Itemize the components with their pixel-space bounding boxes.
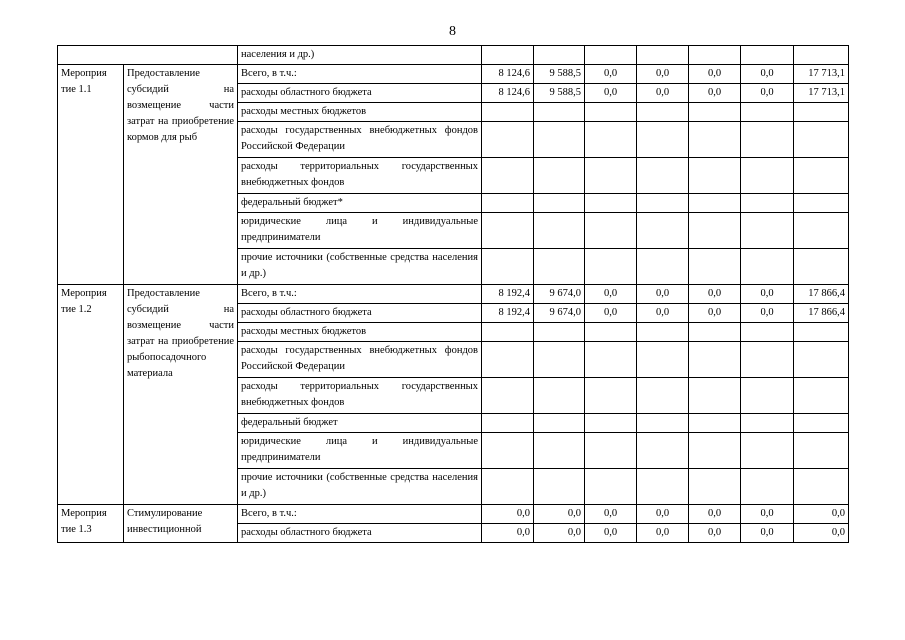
value-cell: [741, 122, 794, 158]
value-cell: [585, 469, 637, 505]
value-cell: [741, 249, 794, 285]
value-cell: [637, 122, 689, 158]
value-cell: [689, 249, 741, 285]
value-cell: [585, 103, 637, 122]
source-cell: расходы областного бюджета: [238, 84, 482, 103]
value-cell: 0,0: [741, 505, 794, 524]
value-cell: [637, 46, 689, 65]
value-cell: [482, 158, 534, 194]
value-cell: [585, 122, 637, 158]
source-cell: расходы областного бюджета: [238, 524, 482, 543]
value-cell: [741, 414, 794, 433]
value-cell: [482, 378, 534, 414]
empty-cell: [58, 46, 238, 65]
table-row: [58, 65, 849, 84]
value-cell: 0,0: [585, 65, 637, 84]
value-cell: [794, 122, 849, 158]
value-cell: [689, 414, 741, 433]
value-cell: [534, 194, 585, 213]
value-cell: [794, 323, 849, 342]
value-cell: 9 588,5: [534, 65, 585, 84]
value-cell: [482, 122, 534, 158]
activity-name: Предоставление субсидий на возмещение части затрат на приобретение кормов для рыб: [124, 65, 238, 285]
activity-code: Мероприя тие 1.2: [58, 285, 124, 505]
value-cell: [689, 469, 741, 505]
value-cell: 0,0: [482, 524, 534, 543]
table-row: [58, 46, 849, 65]
activity-name: Стимулирование инвестиционной: [124, 505, 238, 543]
value-cell: [689, 323, 741, 342]
page-number: 8: [449, 24, 456, 39]
activity-code: Мероприя тие 1.3: [58, 505, 124, 543]
source-cell: Всего, в т.ч.:: [238, 65, 482, 84]
source-cell: расходы государственных внебюджетных фондов Российской Федерации: [238, 122, 482, 158]
value-cell: 17 866,4: [794, 285, 849, 304]
value-cell: [794, 46, 849, 65]
source-cell: расходы территориальных государственных внебюджетных фондов: [238, 158, 482, 194]
value-cell: [534, 414, 585, 433]
source-cell: расходы территориальных государственных внебюджетных фондов: [238, 378, 482, 414]
value-cell: [741, 378, 794, 414]
value-cell: [637, 469, 689, 505]
value-cell: [689, 103, 741, 122]
value-cell: 0,0: [741, 65, 794, 84]
value-cell: [637, 249, 689, 285]
value-cell: 8 192,4: [482, 304, 534, 323]
value-cell: 9 588,5: [534, 84, 585, 103]
value-cell: [482, 342, 534, 378]
value-cell: 0,0: [637, 65, 689, 84]
source-cell: Всего, в т.ч.:: [238, 285, 482, 304]
value-cell: 0,0: [637, 285, 689, 304]
value-cell: [794, 158, 849, 194]
value-cell: [637, 213, 689, 249]
value-cell: 9 674,0: [534, 285, 585, 304]
value-cell: 8 124,6: [482, 65, 534, 84]
value-cell: 0,0: [689, 285, 741, 304]
value-cell: [794, 249, 849, 285]
value-cell: [482, 433, 534, 469]
value-cell: [637, 194, 689, 213]
value-cell: [741, 46, 794, 65]
value-cell: 0,0: [637, 524, 689, 543]
value-cell: [585, 158, 637, 194]
value-cell: 0,0: [794, 505, 849, 524]
value-cell: [534, 122, 585, 158]
value-cell: 0,0: [585, 304, 637, 323]
value-cell: [741, 103, 794, 122]
value-cell: [741, 469, 794, 505]
value-cell: [741, 433, 794, 469]
value-cell: 0,0: [689, 304, 741, 323]
value-cell: 0,0: [585, 285, 637, 304]
value-cell: [741, 194, 794, 213]
value-cell: [585, 342, 637, 378]
value-cell: [741, 323, 794, 342]
value-cell: [534, 469, 585, 505]
source-cell: юридические лица и индивидуальные предприниматели: [238, 433, 482, 469]
value-cell: [637, 158, 689, 194]
value-cell: 0,0: [741, 304, 794, 323]
value-cell: [585, 46, 637, 65]
value-cell: [794, 433, 849, 469]
value-cell: [534, 249, 585, 285]
value-cell: 17 713,1: [794, 84, 849, 103]
value-cell: [689, 213, 741, 249]
value-cell: 0,0: [637, 84, 689, 103]
value-cell: [741, 213, 794, 249]
value-cell: [689, 46, 741, 65]
value-cell: 0,0: [585, 505, 637, 524]
value-cell: 0,0: [482, 505, 534, 524]
value-cell: [637, 433, 689, 469]
value-cell: 8 192,4: [482, 285, 534, 304]
value-cell: [482, 249, 534, 285]
value-cell: 0,0: [585, 524, 637, 543]
value-cell: [741, 342, 794, 378]
value-cell: [482, 194, 534, 213]
value-cell: [534, 378, 585, 414]
value-cell: 0,0: [637, 304, 689, 323]
value-cell: [585, 249, 637, 285]
value-cell: [534, 46, 585, 65]
value-cell: 0,0: [689, 505, 741, 524]
value-cell: 9 674,0: [534, 304, 585, 323]
value-cell: [585, 213, 637, 249]
value-cell: 8 124,6: [482, 84, 534, 103]
value-cell: [585, 323, 637, 342]
value-cell: [482, 323, 534, 342]
source-cell: прочие источники (собственные средства населения и др.): [238, 469, 482, 505]
value-cell: [585, 433, 637, 469]
value-cell: [689, 342, 741, 378]
source-cell: федеральный бюджет: [238, 414, 482, 433]
value-cell: [585, 414, 637, 433]
value-cell: [794, 469, 849, 505]
value-cell: 17 713,1: [794, 65, 849, 84]
value-cell: [794, 194, 849, 213]
table-body: [58, 46, 849, 543]
value-cell: 0,0: [794, 524, 849, 543]
value-cell: 0,0: [689, 524, 741, 543]
source-cell: населения и др.): [238, 46, 482, 65]
value-cell: 0,0: [534, 524, 585, 543]
value-cell: [689, 158, 741, 194]
value-cell: [482, 46, 534, 65]
value-cell: [794, 213, 849, 249]
value-cell: 0,0: [689, 65, 741, 84]
value-cell: [534, 213, 585, 249]
budget-table: [57, 45, 849, 543]
activity-code: Мероприя тие 1.1: [58, 65, 124, 285]
table-row: [58, 285, 849, 304]
value-cell: [534, 323, 585, 342]
value-cell: 17 866,4: [794, 304, 849, 323]
value-cell: [482, 103, 534, 122]
value-cell: [794, 414, 849, 433]
value-cell: [585, 378, 637, 414]
table-row: [58, 505, 849, 524]
source-cell: расходы государственных внебюджетных фондов Российской Федерации: [238, 342, 482, 378]
source-cell: прочие источники (собственные средства населения и др.): [238, 249, 482, 285]
source-cell: расходы областного бюджета: [238, 304, 482, 323]
value-cell: [585, 194, 637, 213]
source-cell: расходы местных бюджетов: [238, 103, 482, 122]
source-cell: расходы местных бюджетов: [238, 323, 482, 342]
value-cell: [534, 158, 585, 194]
value-cell: 0,0: [637, 505, 689, 524]
value-cell: 0,0: [585, 84, 637, 103]
value-cell: [741, 158, 794, 194]
value-cell: [482, 469, 534, 505]
source-cell: федеральный бюджет*: [238, 194, 482, 213]
value-cell: 0,0: [534, 505, 585, 524]
value-cell: [794, 342, 849, 378]
value-cell: [637, 342, 689, 378]
value-cell: [482, 213, 534, 249]
value-cell: 0,0: [741, 285, 794, 304]
value-cell: [637, 103, 689, 122]
value-cell: 0,0: [741, 524, 794, 543]
value-cell: [534, 103, 585, 122]
value-cell: [689, 433, 741, 469]
source-cell: юридические лица и индивидуальные предприниматели: [238, 213, 482, 249]
value-cell: [637, 414, 689, 433]
value-cell: [794, 103, 849, 122]
value-cell: [689, 194, 741, 213]
value-cell: 0,0: [741, 84, 794, 103]
activity-name: Предоставление субсидий на возмещение части затрат на приобретение рыбопосадочного материала: [124, 285, 238, 505]
value-cell: [534, 342, 585, 378]
source-cell: Всего, в т.ч.:: [238, 505, 482, 524]
value-cell: [689, 378, 741, 414]
value-cell: [534, 433, 585, 469]
value-cell: 0,0: [689, 84, 741, 103]
value-cell: [689, 122, 741, 158]
value-cell: [482, 414, 534, 433]
value-cell: [637, 378, 689, 414]
value-cell: [637, 323, 689, 342]
value-cell: [794, 378, 849, 414]
